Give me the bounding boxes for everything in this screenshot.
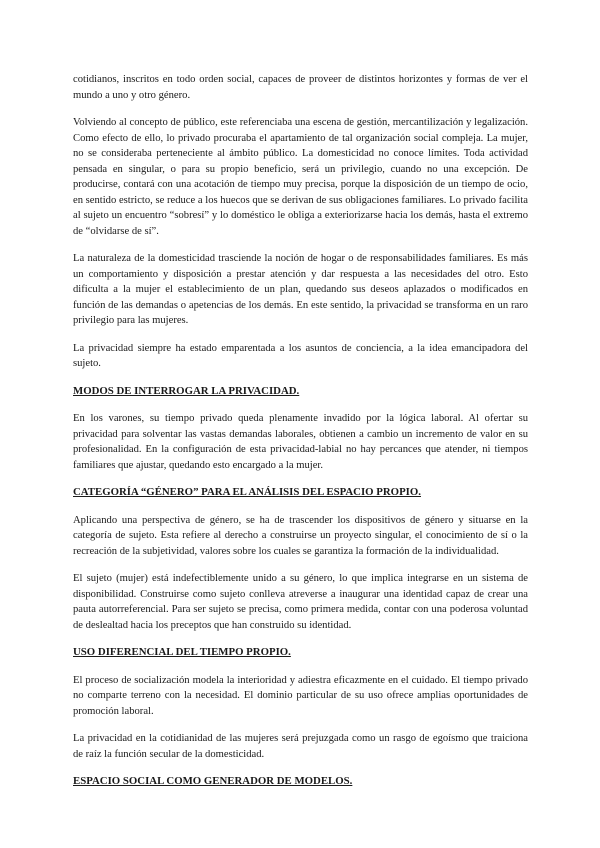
paragraph-perspectiva-genero: Aplicando una perspectiva de género, se ha de trascender los dispositivos de género y situarse en la categoría de sujeto. Esta refiere al derecho a construirse un proyecto singular, el conocimiento de sí o la recreación de la subjetividad, valores sobre los cuales se garantiza la formación de la individualidad. [73,514,528,557]
heading-uso-diferencial: USO DIFERENCIAL DEL TIEMPO PROPIO. [73,646,291,658]
paragraph-varones-tiempo: En los varones, su tiempo privado queda plenamente invadido por la lógica laboral. Al ofertar su privacidad para solventar las vastas demandas laborales, obtienen a cambio un incremento de valor en su profesionalidad. En la configuración de esta privacidad-labial no hay percances que atender, ni tiempos familiares que ajustar, quedando esto encargado a la mujer. [73,413,528,471]
heading-espacio-social: ESPACIO SOCIAL COMO GENERADOR DE MODELOS. [73,775,353,787]
paragraph-naturaleza-domesticidad: La naturaleza de la domesticidad trasciende la noción de hogar o de responsabilidades familiares. Es más un comportamiento y disposición a prestar atención y dar respuesta a las necesidades del otro. Esto dificulta a la mujer el establecimiento de un plan, quedando sus deseos aplazados o modificados en función de las demandas o apetencias de los demás. En este sentido, la privacidad se transforma en un raro privilegio para las mujeres. [73,253,528,326]
paragraph-privacidad-cotidianidad: La privacidad en la cotidianidad de las mujeres será prejuzgada como un rasgo de egoísmo que traiciona de raíz la función secular de la domesticidad. [73,733,528,760]
paragraph-sujeto-mujer: El sujeto (mujer) está indefectiblemente unido a su género, lo que implica integrarse en un sistema de disponibilidad. Construirse como sujeto conlleva atreverse a inaugurar una identidad capaz de crear una pauta autorreferencial. Para ser sujeto se precisa, como primera medida, contar con una poderosa voluntad de deslealtad hacia los preceptos que han construido su identidad. [73,573,528,631]
paragraph-intro-continuation: cotidianos, inscritos en todo orden social, capaces de proveer de distintos horizontes y formas de ver el mundo a uno y otro género. [73,74,528,101]
paragraph-proceso-socializacion: El proceso de socialización modela la interioridad y adiestra eficazmente en el cuidado. El tiempo privado no comparte terreno con la necesidad. El dominio particular de su uso ofrece amplias oportunidades de promoción laboral. [73,674,528,717]
document-page [73,72,528,802]
paragraph-privacidad-conciencia: La privacidad siempre ha estado emparentada a los asuntos de conciencia, a la idea emancipadora del sujeto. [73,342,528,369]
paragraph-concepto-publico: Volviendo al concepto de público, este referenciaba una escena de gestión, mercantilización y legalización. Como efecto de ello, lo privado procuraba el apartamiento de tal organización social compleja. La mujer, no se consideraba perteneciente al ámbito público. La domesticidad no conoce límites. Toda actividad pensada en singular, o para su propio beneficio, será un privilegio, cuando no una excepción. De producirse, contará con una acotación de tiempo muy precisa, porque la disposición de un tiempo de ocio, en sentido estricto, se reduce a los huecos que se derivan de sus obligaciones familiares. Lo privado facilita al sujeto un encuentro “sobresí” y lo doméstico le obliga a exteriorizarse hacia los demás, hasta el extremo de “olvidarse de sí”. [73,117,528,237]
heading-modos-interrogar: MODOS DE INTERROGAR LA PRIVACIDAD. [73,384,300,397]
heading-categoria-genero: CATEGORÍA “GÉNERO” PARA EL ANÁLISIS DEL ESPACIO PROPIO. [73,486,421,498]
